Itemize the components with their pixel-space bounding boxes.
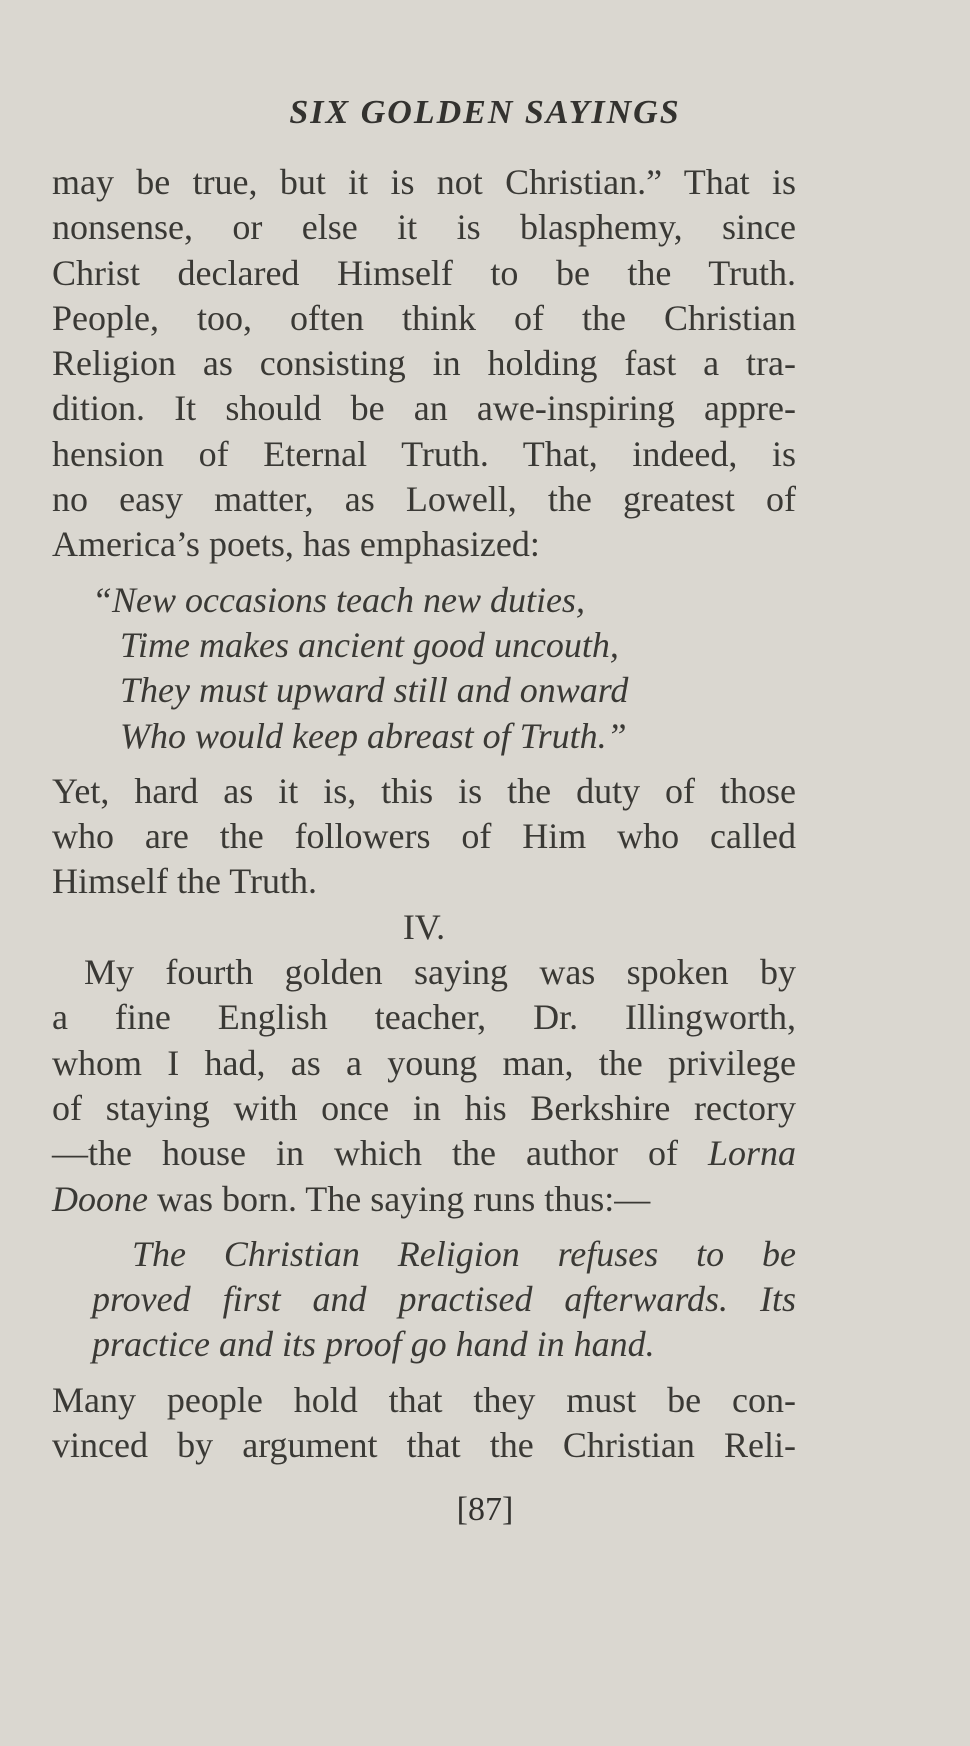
text-line: nonsense, or else it is blasphemy, since xyxy=(52,207,796,248)
book-title-italic: Doone xyxy=(52,1178,148,1219)
paragraph-truth xyxy=(52,160,796,568)
book-title-italic: Lorna xyxy=(707,1133,796,1174)
golden-saying-quote xyxy=(92,1232,796,1368)
text-line: vinced by argument that the Christian Reli- xyxy=(52,1425,796,1466)
text-line: dition. It should be an awe-inspiring appre- xyxy=(52,388,796,429)
text-line: Religion as consisting in holding fast a tra- xyxy=(52,343,796,384)
text-line: Christ declared Himself to be the Truth. xyxy=(52,252,796,293)
text-line: Many people hold that they must be con- xyxy=(52,1379,796,1420)
paragraph-illingworth xyxy=(52,950,796,1222)
text-line: may be true, but it is not Christian.” That is xyxy=(52,162,796,202)
verse-line: They must upward still and onward xyxy=(120,670,629,711)
text-line xyxy=(52,1131,796,1176)
quote-line: practice and its proof go hand in hand. xyxy=(92,1324,655,1365)
text-line: of staying with once in his Berkshire rectory xyxy=(52,1087,796,1128)
quote-line: proved first and practised afterwards. Its xyxy=(92,1279,796,1320)
section-number: IV. xyxy=(402,906,446,947)
paragraph-duty xyxy=(52,769,796,905)
text-line: whom I had, as a young man, the privilege xyxy=(52,1042,796,1083)
text-line: who are the followers of Him who called xyxy=(52,816,796,857)
text-line: no easy matter, as Lowell, the greatest of xyxy=(52,479,796,520)
text-line: People, too, often think of the Christian xyxy=(52,297,796,338)
text-line: Himself the Truth. xyxy=(52,861,318,902)
text-line: a fine English teacher, Dr. Illingworth, xyxy=(52,997,796,1038)
paragraph-argument xyxy=(52,1378,796,1469)
body-text xyxy=(52,160,796,1468)
running-head: SIX GOLDEN SAYINGS xyxy=(289,94,681,131)
verse-line: “New occasions teach new duties, xyxy=(92,579,585,620)
text-fragment: —the house in which the author of xyxy=(52,1133,708,1174)
text-fragment: was born. The saying runs thus:— xyxy=(147,1178,651,1219)
text-line: hension of Eternal Truth. That, indeed, is xyxy=(52,433,796,474)
text-line: My fourth golden saying was spoken by xyxy=(84,952,796,993)
text-line: America’s poets, has emphasized: xyxy=(52,524,540,565)
verse-line: Who would keep abreast of Truth.” xyxy=(120,715,627,756)
quote-line: The Christian Religion refuses to be xyxy=(132,1233,796,1274)
lowell-verse xyxy=(92,578,796,759)
text-line xyxy=(52,1177,796,1222)
text-line: Yet, hard as it is, this is the duty of those xyxy=(52,770,796,811)
verse-line: Time makes ancient good uncouth, xyxy=(120,624,619,665)
page-number: [87] xyxy=(456,1491,514,1528)
